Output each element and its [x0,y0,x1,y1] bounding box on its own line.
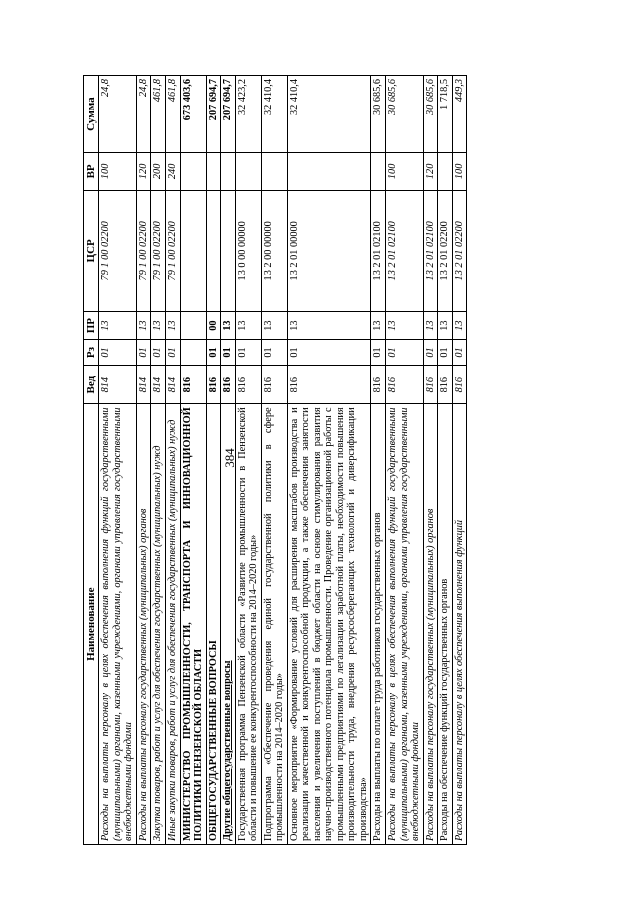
cell-pr: 13 [371,312,386,340]
cell-ved: 816 [261,365,287,404]
cell-ved: 816 [235,365,261,404]
cell-name: МИНИСТЕРСТВО ПРОМЫШЛЕННОСТИ, ТРАНСПОРТА И ИННОВАЦИОННОЙ ПОЛИТИКИ ПЕНЗЕНСКОЙ ОБЛАСТИ [180,404,206,845]
cell-name: Расходы на выплаты персоналу в целях обеспечения выполнения функций [452,404,467,845]
cell-name: ОБЩЕГОСУДАРСТВЕННЫЕ ВОПРОСЫ [206,404,221,845]
cell-sum: 30 685,6 [386,76,424,153]
cell-csr [221,190,236,312]
header-vr: ВР [84,153,99,190]
cell-vr: 100 [386,153,424,190]
cell-sum: 673 403,6 [180,76,206,153]
cell-sum: 24,8 [136,76,151,153]
cell-rz: 01 [287,340,371,366]
cell-rz [180,340,206,366]
cell-pr [180,312,206,340]
cell-csr: 13 2 01 02200 [438,190,453,312]
cell-pr: 13 [386,312,424,340]
table-row [99,76,137,845]
cell-vr [180,153,206,190]
header-name: Наименование [84,404,99,845]
table-row [136,76,151,845]
cell-csr: 13 2 01 02200 [452,190,467,312]
cell-rz: 01 [452,340,467,366]
cell-csr: 79 1 00 02200 [99,190,137,312]
cell-name: Расходы на выплаты персоналу государственных (муниципальных) органов [136,404,151,845]
cell-name: Расходы на обеспечение функций государственных органов [438,404,453,845]
table-row [438,76,453,845]
table-row [221,76,236,845]
cell-ved: 814 [99,365,137,404]
cell-name: Основное мероприятие «Формирование условий для расширения масштабов производства и реализации качественной и конкурентоспособной продукции, а также обеспечения занятости населения и увеличения поступлений в бюджет области на основе стимулирования развития научно-производственного потенциала промышленности. Проведение организационной работы с промышленными предприятиями по легализации заработной платы, необходимости повышения производительности труда, внедрения ресурсосберегающих технологий и диверсификации производства» [287,404,371,845]
cell-csr [180,190,206,312]
cell-ved: 816 [180,365,206,404]
header-rz: Рз [84,340,99,366]
cell-csr: 13 0 00 00000 [235,190,261,312]
cell-vr: 120 [136,153,151,190]
cell-name: Закупка товаров, работ и услуг для обеспечения государственных (муниципальных) нужд [151,404,166,845]
cell-sum: 1 718,5 [438,76,453,153]
cell-vr: 240 [165,153,180,190]
table-row [165,76,180,845]
cell-name: Расходы на выплаты персоналу государственных (муниципальных) органов [423,404,438,845]
cell-csr: 79 1 00 02200 [165,190,180,312]
table-row [287,76,371,845]
cell-ved: 816 [221,365,236,404]
cell-sum: 207 694,7 [221,76,236,153]
cell-sum: 30 685,6 [371,76,386,153]
cell-name: Другие общегосударственные вопросы [221,404,236,845]
cell-rz: 01 [99,340,137,366]
table-row [235,76,261,845]
cell-vr: 120 [423,153,438,190]
cell-ved: 816 [438,365,453,404]
cell-rz: 01 [136,340,151,366]
cell-vr [287,153,371,190]
cell-pr: 13 [261,312,287,340]
cell-rz: 01 [221,340,236,366]
cell-csr: 13 2 01 02100 [423,190,438,312]
cell-pr: 13 [423,312,438,340]
cell-vr: 200 [151,153,166,190]
budget-table [83,75,467,845]
rotated-table-container [83,75,568,845]
table-row [206,76,221,845]
table-row [261,76,287,845]
cell-csr: 13 2 01 00000 [287,190,371,312]
cell-pr: 13 [99,312,137,340]
cell-ved: 816 [287,365,371,404]
cell-csr: 13 2 00 00000 [261,190,287,312]
cell-rz: 01 [165,340,180,366]
table-row [386,76,424,845]
cell-pr: 13 [452,312,467,340]
cell-csr: 79 1 00 02200 [151,190,166,312]
header-ved: Вед [84,365,99,404]
cell-rz: 01 [235,340,261,366]
cell-sum: 32 410,4 [287,76,371,153]
cell-vr: 100 [452,153,467,190]
cell-name: Государственная программа Пензенской области «Развитие промышленности в Пензенской области и повышение ее конкурентоспособности на 2014–2020 годы» [235,404,261,845]
cell-name: Расходы на выплаты персоналу в целях обеспечения выполнения функций государственными (муниципальными) органами, казенными учреждениями, органами управления государственными внебюджетными фондами [99,404,137,845]
cell-ved: 814 [136,365,151,404]
cell-name: Расходы на выплаты по оплате труда работников государственных органов [371,404,386,845]
cell-ved: 814 [165,365,180,404]
cell-pr: 13 [438,312,453,340]
cell-vr [261,153,287,190]
header-pr: ПР [84,312,99,340]
cell-sum: 461,8 [151,76,166,153]
cell-sum: 30 685,6 [423,76,438,153]
cell-rz: 01 [438,340,453,366]
cell-csr: 13 2 01 02100 [386,190,424,312]
cell-vr [206,153,221,190]
table-row [180,76,206,845]
cell-pr: 13 [136,312,151,340]
cell-ved: 814 [151,365,166,404]
cell-rz: 01 [386,340,424,366]
cell-sum: 24,8 [99,76,137,153]
cell-pr: 13 [151,312,166,340]
cell-sum: 461,8 [165,76,180,153]
cell-name: Подпрограмма «Обеспечение проведения единой государственной политики в сфере промышленности на 2014–2020 годы» [261,404,287,845]
cell-ved: 816 [423,365,438,404]
cell-pr: 13 [235,312,261,340]
cell-vr: 100 [99,153,137,190]
cell-rz: 01 [261,340,287,366]
table-row [423,76,438,845]
header-sum: Сумма [84,76,99,153]
page-number: 384 [221,448,237,468]
cell-rz: 01 [423,340,438,366]
cell-vr [221,153,236,190]
cell-sum: 32 410,4 [261,76,287,153]
table-header-row [84,76,99,845]
cell-ved: 816 [386,365,424,404]
cell-ved: 816 [206,365,221,404]
cell-pr: 00 [206,312,221,340]
header-csr: ЦСР [84,190,99,312]
table-row [371,76,386,845]
cell-csr [206,190,221,312]
cell-pr: 13 [221,312,236,340]
table-row [452,76,467,845]
cell-ved: 816 [371,365,386,404]
table-row [151,76,166,845]
cell-csr: 13 2 01 02100 [371,190,386,312]
cell-sum: 207 694,7 [206,76,221,153]
cell-ved: 816 [452,365,467,404]
cell-name: Иные закупки товаров, работ и услуг для обеспечения государственных (муниципальных) нужд [165,404,180,845]
cell-pr: 13 [287,312,371,340]
cell-sum: 449,3 [452,76,467,153]
cell-name: Расходы на выплаты персоналу в целях обеспечения выполнения функций государственными (муниципальными) органами, казенными учреждениями, органами управления государственными внебюджетными фондами [386,404,424,845]
cell-vr [235,153,261,190]
cell-sum: 32 423,2 [235,76,261,153]
cell-rz: 01 [371,340,386,366]
cell-rz: 01 [151,340,166,366]
cell-vr [371,153,386,190]
cell-pr: 13 [165,312,180,340]
cell-rz: 01 [206,340,221,366]
cell-csr: 79 1 00 02200 [136,190,151,312]
cell-vr [438,153,453,190]
